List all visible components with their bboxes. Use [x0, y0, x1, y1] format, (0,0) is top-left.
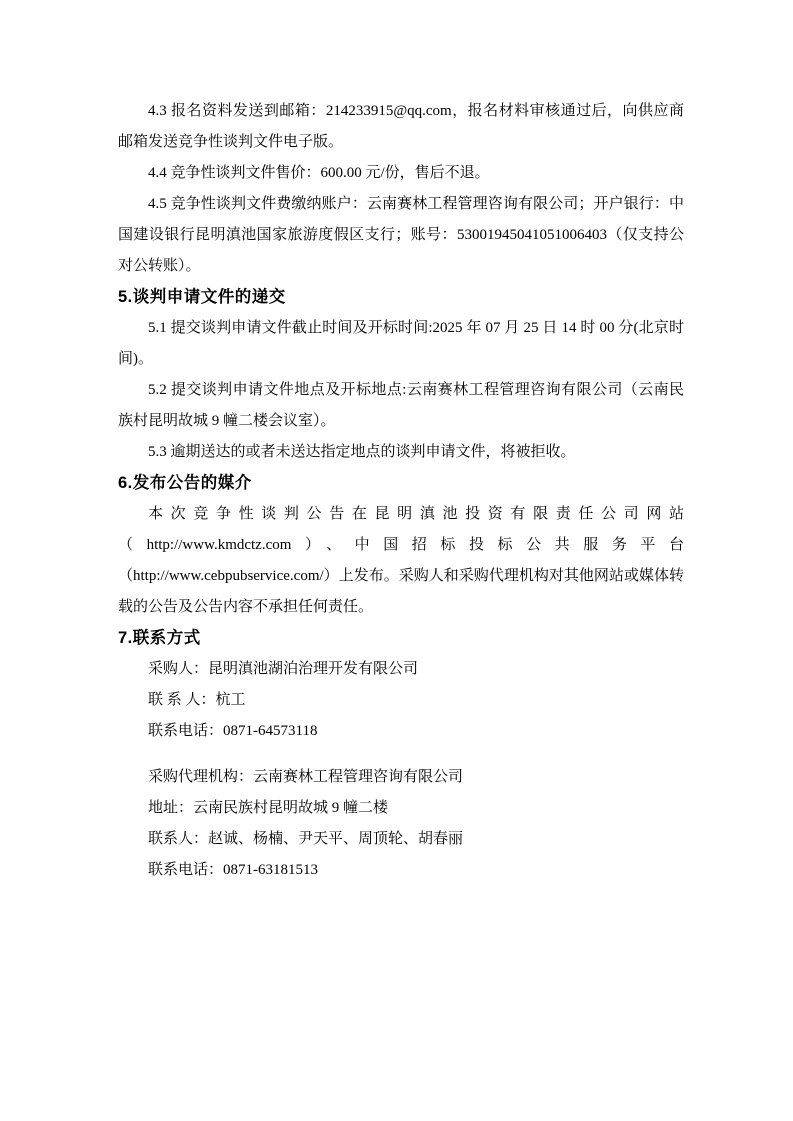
- clause-5-3: 5.3 逾期送达的或者未送达指定地点的谈判申请文件，将被拒收。: [148, 444, 576, 460]
- clause-4-3: 4.3 报名资料发送到邮箱：214233915@qq.com，报名材料审核通过后，向供应商邮箱发送竞争性谈判文件电子版。: [118, 103, 684, 150]
- agency-phone-line: 联系电话：0871-63181513: [148, 862, 318, 878]
- document-page: [118, 96, 684, 886]
- purchaser-phone-line: 联系电话：0871-64573118: [148, 723, 318, 739]
- clause-5-2: 5.2 提交谈判申请文件地点及开标地点:云南赛林工程管理咨询有限公司（云南民族村昆明故城 9 幢二楼会议室）。: [118, 382, 684, 429]
- section-6-heading: 6.发布公告的媒介: [118, 474, 252, 492]
- clause-4-5: 4.5 竞争性谈判文件费缴纳账户：云南赛林工程管理咨询有限公司；开户银行：中国建设银行昆明滇池国家旅游度假区支行；账号：53001945041051006403（仅支持公对公转账）。: [118, 196, 684, 274]
- section-6-paragraph: 本次竞争性谈判公告在昆明滇池投资有限责任公司网站（http://www.kmdctz.com）、中国招标投标公共服务平台（http://www.cebpubservice.com/）上发布。采购人和采购代理机构对其他网站或媒体转载的公告及公告内容不承担任何责任。: [118, 506, 684, 615]
- section-7-heading: 7.联系方式: [118, 629, 201, 647]
- agency-contact-persons-line: 联系人：赵诚、杨楠、尹天平、周顶轮、胡春丽: [148, 831, 464, 847]
- clause-5-1: 5.1 提交谈判申请文件截止时间及开标时间:2025 年 07 月 25 日 14 时 00 分(北京时间)。: [118, 320, 684, 367]
- agency-address-line: 地址：云南民族村昆明故城 9 幢二楼: [148, 800, 389, 816]
- section-5-heading: 5.谈判申请文件的递交: [118, 288, 286, 306]
- purchaser-contact-person-line: 联 系 人：杭工: [148, 692, 246, 708]
- clause-4-4: 4.4 竞争性谈判文件售价：600.00 元/份，售后不退。: [148, 165, 490, 181]
- purchaser-name-line: 采购人：昆明滇池湖泊治理开发有限公司: [148, 661, 419, 677]
- purchaser-contact-block: [118, 654, 684, 747]
- agency-name-line: 采购代理机构：云南赛林工程管理咨询有限公司: [148, 769, 464, 785]
- agency-contact-block: [118, 762, 684, 886]
